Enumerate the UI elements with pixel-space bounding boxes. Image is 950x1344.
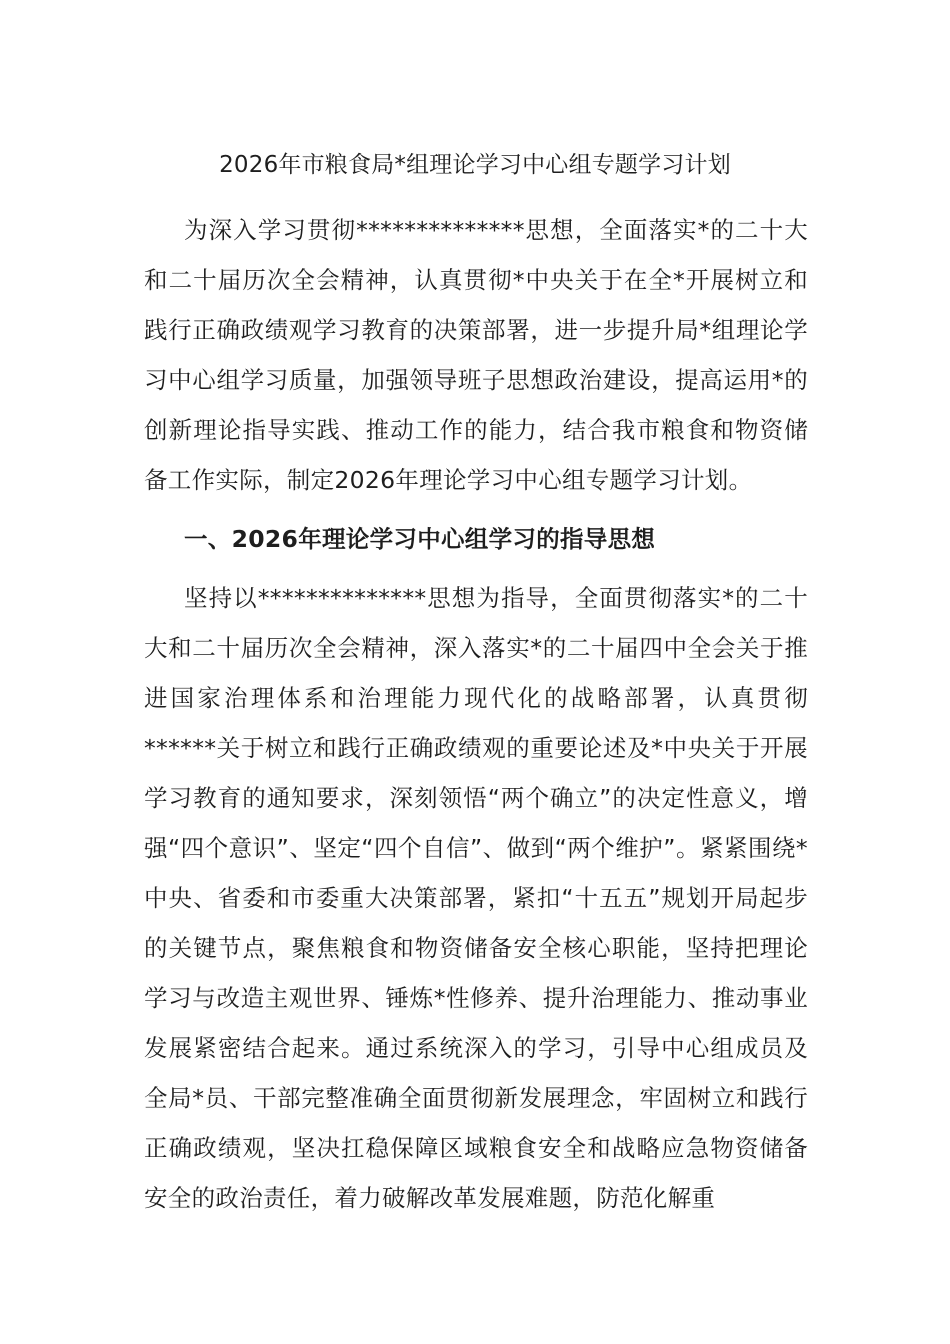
document-body — [144, 205, 808, 1223]
section-heading-guiding-ideology: 一、2026年理论学习中心组学习的指导思想 — [184, 525, 656, 553]
section-paragraph-guiding-ideology: 坚持以**************思想为指导，全面贯彻落实*的二十大和二十届历次全会精神，深入落实*的二十届四中全会关于推进国家治理体系和治理能力现代化的战略部署，认真贯彻******关于树立和践行正确政绩观的重要论述及*中央关于开展学习教育的通知要求，深刻领悟“两个确立”的决定性意义，增强“四个意识”、坚定“四个自信”、做到“两个维护”。紧紧围绕*中央、省委和市委重大决策部署，紧扣“十五五”规划开局起步的关键节点，聚焦粮食和物资储备安全核心职能，坚持把理论学习与改造主观世界、锤炼*性修养、提升治理能力、推动事业发展紧密结合起来。通过系统深入的学习，引导中心组成员及全局*员、干部完整准确全面贯彻新发展理念，牢固树立和践行正确政绩观，坚决扛稳保障区域粮食安全和战略应急物资储备安全的政治责任，着力破解改革发展难题，防范化解重 — [144, 584, 808, 1212]
intro-paragraph: 为深入学习贯彻**************思想，全面落实*的二十大和二十届历次全会精神，认真贯彻*中央关于在全*开展树立和践行正确政绩观学习教育的决策部署，进一步提升局*组理论学习中心组学习质量，加强领导班子思想政治建设，提高运用*的创新理论指导实践、推动工作的能力，结合我市粮食和物资储备工作实际，制定2026年理论学习中心组专题学习计划。 — [144, 216, 808, 494]
document-title: 2026年市粮食局*组理论学习中心组专题学习计划 — [219, 152, 731, 178]
